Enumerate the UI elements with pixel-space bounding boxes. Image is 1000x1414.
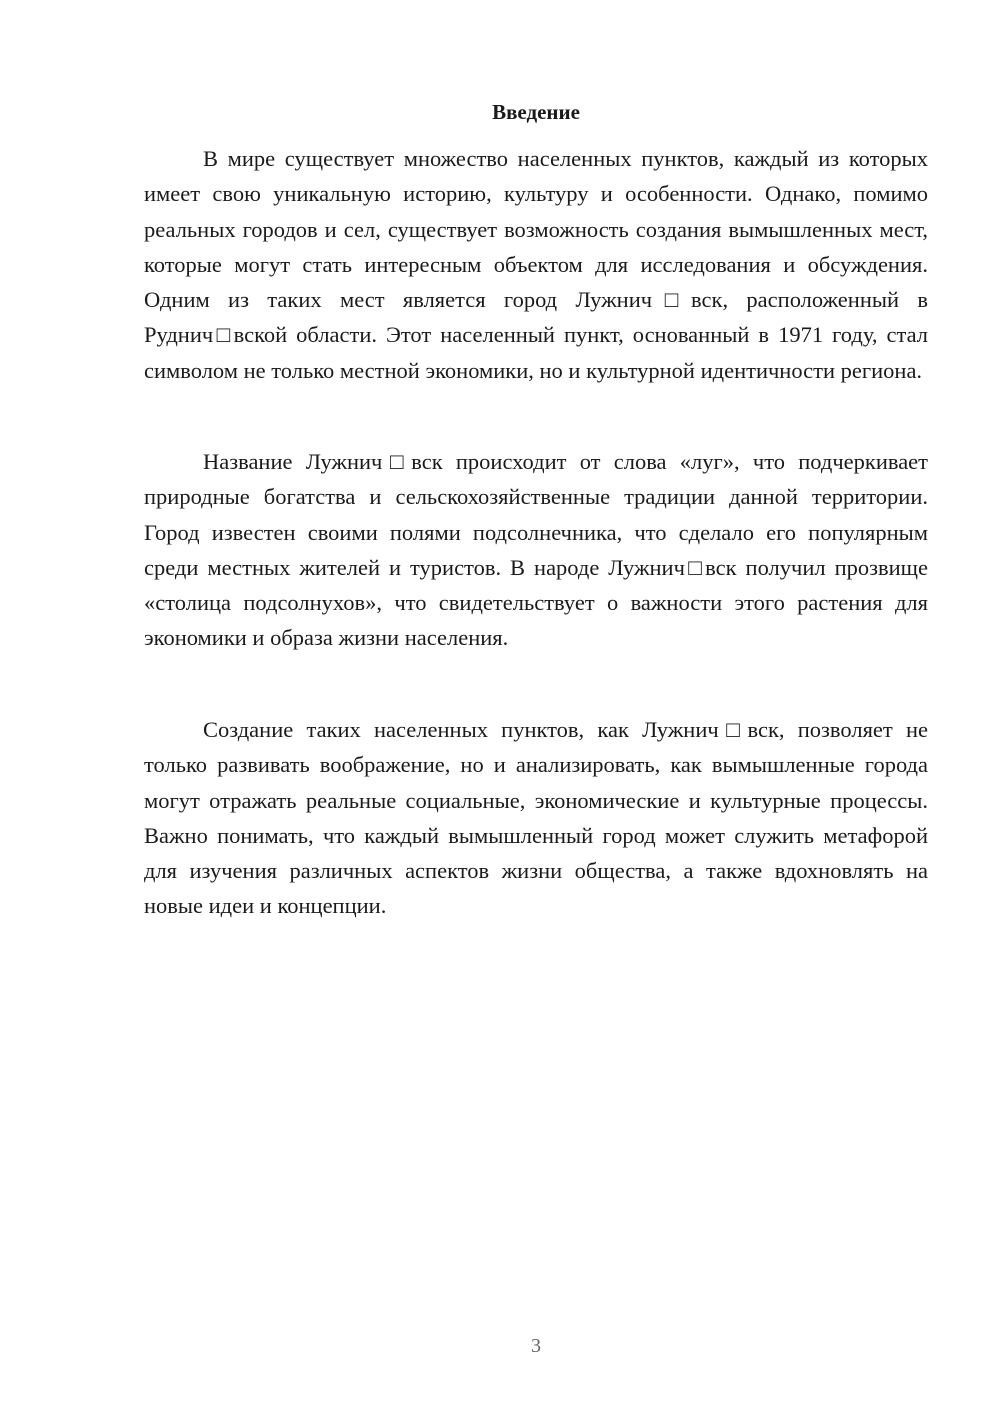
page-title: Введение <box>492 100 580 124</box>
paragraph-intro: В мире существует множество населенных пунктов, каждый из которых имеет свою уникальную историю, культуру и особенности. Однако, помимо реальных городов и сел, существует возможность создания вымышленных мест, которые могут стать интересным объектом для исследования и обсуждения. Одним из таких мест является город Лужнич□вск, расположенный в Руднич□вской области. Этот населенный пункт, основанный в 1971 году, стал символом не только местной экономики, но и культурной идентичности региона. <box>144 146 928 383</box>
page-number: 3 <box>531 1335 541 1357</box>
paragraph-name-origin: Название Лужнич□вск происходит от слова «луг», что подчеркивает природные богатства и сельскохозяйственные традиции данной территории. Город известен своими полями подсолнечника, что сделало его популярным среди местных жителей и туристов. В народе Лужнич□вск получил прозвище «столица подсолнухов», что свидетельствует о важности этого растения для экономики и образа жизни населения. <box>144 449 928 651</box>
paragraph-fictional-cities: Создание таких населенных пунктов, как Лужнич□вск, позволяет не только развивать воображение, но и анализировать, как вымышленные города могут отражать реальные социальные, экономические и культурные процессы. Важно понимать, что каждый вымышленный город может служить метафорой для изучения различных аспектов жизни общества, а также вдохновлять на новые идеи и концепции. <box>144 717 928 919</box>
